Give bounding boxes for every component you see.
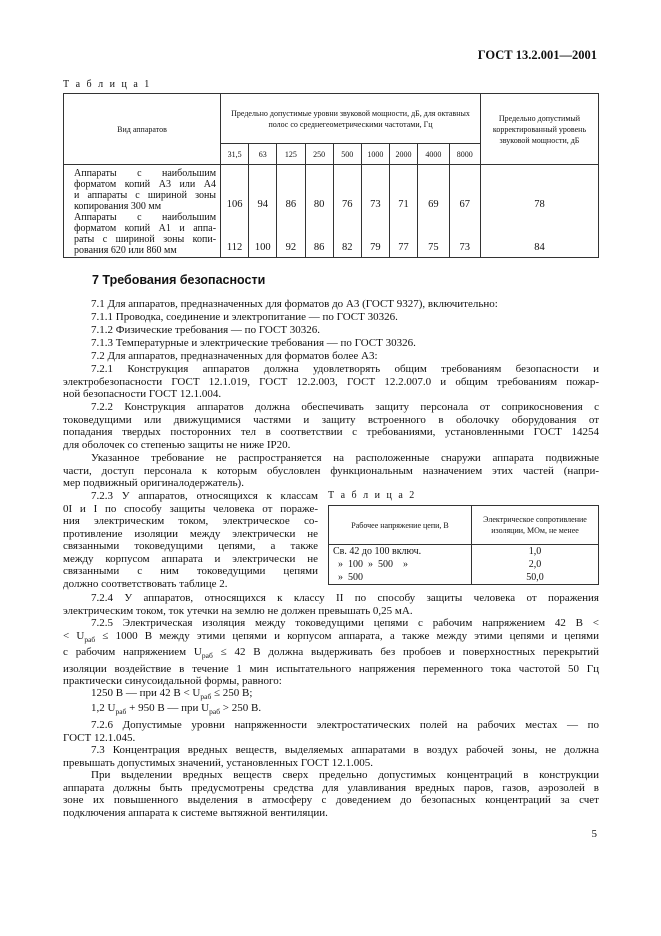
t1-value-cell: 79	[361, 212, 389, 258]
subscript: раб	[84, 634, 96, 644]
text-fragment: 1,2 U	[91, 702, 116, 714]
para-7-2-1	[63, 363, 599, 401]
para-7-2-6	[63, 719, 599, 744]
t2-voltage-cell: Св. 42 до 100 включ.	[329, 545, 472, 559]
text-line: части, доступ персонала к которым обусловлен функциональным назначением этих частей (напри-	[63, 464, 599, 477]
text-line	[63, 630, 599, 647]
t1-header-corrected: Предельно допустимый корректированный уровень звуковой мощности, дБ	[480, 94, 598, 165]
t2-header-resistance: Электрическое сопротивление изоляции, МОм, не менее	[472, 506, 599, 545]
text-line: 7.2.4 У аппаратов, относящихся к классу II по способу защиты человека от поражения	[91, 592, 599, 604]
para-7-3-note	[63, 769, 599, 819]
text-line: и аппараты с шириной зоны	[74, 190, 217, 201]
para-7-2-2	[63, 401, 599, 451]
text-line: рования 620 или 860 мм	[74, 245, 177, 256]
t1-value-cell: 73	[449, 212, 480, 258]
text-line: копирования 300 мм	[74, 201, 162, 212]
t1-value-cell: 82	[333, 212, 361, 258]
para-7-1-1: 7.1.1 Проводка, соединение и электропитание — по ГОСТ 30326.	[91, 311, 398, 323]
t1-value-cell: 112	[221, 212, 249, 258]
text-line	[63, 646, 599, 663]
table-row	[329, 558, 599, 571]
t1-value-cell: 100	[249, 212, 277, 258]
table1-caption: Т а б л и ц а 1	[63, 79, 152, 90]
table-row	[329, 545, 599, 559]
t1-device-cell	[64, 165, 221, 213]
text-line: электрическим током, ток утечки на землю не должен превышать 0,25 мА.	[63, 604, 413, 617]
text-fragment: < U	[63, 629, 85, 642]
t1-value-cell: 86	[305, 212, 333, 258]
text-line: должно соответствовать таблице 2.	[63, 577, 228, 590]
t1-device-cell	[64, 212, 221, 258]
para-7-1: 7.1 Для аппаратов, предназначенных для форматов до А3 (ГОСТ 9327), включительно:	[91, 298, 498, 310]
text-line: 7.2.1 Конструкция аппаратов должна удовлетворять общим требованиям безопасности и	[91, 363, 599, 375]
text-line: противление изоляции между электрически не	[63, 527, 318, 540]
t1-corrected-cell: 78	[480, 165, 598, 213]
text-line: превышать допустимых значений, установленных ГОСТ 12.1.005.	[63, 756, 374, 769]
text-line: 7.2.5 Электрическая изоляция между токоведущими цепями с рабочим напряжением 42 В <	[91, 617, 599, 629]
text-line: 7.2.6 Допустимые уровни напряженности электростатических полей на рабочих местах — по	[91, 719, 599, 731]
text-line: раты с шириной зоны копи-	[74, 234, 217, 245]
t1-header-levels: Предельно допустимые уровни звуковой мощности, дБ, для октавных полос со среднегеометрическими частотами, Гц	[221, 94, 481, 144]
t2-voltage-cell: » 500	[329, 571, 472, 585]
para-note	[63, 452, 599, 490]
text-line: 7.3 Концентрация вредных веществ, выделяемых аппаратами в воздух рабочей зоны, не должна	[91, 744, 599, 756]
formula-2	[91, 702, 491, 719]
t1-freq-cell: 4000	[418, 144, 449, 165]
text-fragment: ≤ 1000 В между этими цепями и корпусом аппарата, а также между этими цепями и цепями	[95, 629, 599, 642]
t2-voltage-cell: » 100 » 500 »	[329, 558, 472, 571]
text-line: между корпусом аппарата и электрически не	[63, 552, 318, 565]
text-line: форматом копий А3 или А4	[74, 179, 217, 190]
t1-freq-cell: 8000	[449, 144, 480, 165]
text-line: связанными токоведущими цепями, а также	[63, 540, 318, 552]
subscript: раб	[201, 651, 213, 661]
text-fragment: 1250 В — при 42 В < U	[91, 687, 201, 699]
text-line: электробезопасности ГОСТ 12.1.019, ГОСТ 12.2.003, ГОСТ 12.2.007.0 и общим требованиям пожар-	[63, 375, 599, 388]
text-line: подключения аппарата к системе вытяжной вентиляции.	[63, 806, 328, 819]
t1-freq-cell: 500	[333, 144, 361, 165]
t2-resistance-cell: 50,0	[472, 571, 599, 585]
table1-noise-levels	[63, 93, 599, 258]
text-fragment: ≤ 250 В;	[211, 687, 253, 699]
t1-value-cell: 73	[361, 165, 389, 213]
subscript: раб	[115, 707, 127, 717]
text-line: аппарата должны быть предусмотрены средства для улавливания вредных паров, газов, аэрозолей в	[63, 781, 599, 794]
text-line: Аппараты с наибольшим	[74, 212, 217, 223]
section-title: 7 Требования безопасности	[92, 273, 266, 287]
subscript: раб	[200, 692, 212, 702]
para-7-3	[63, 744, 599, 769]
para-7-2: 7.2 Для аппаратов, предназначенных для форматов более А3:	[91, 350, 378, 362]
text-line: мер подвижный оригиналодержатель).	[63, 477, 244, 489]
t1-value-cell: 67	[449, 165, 480, 213]
t1-freq-cell: 2000	[389, 144, 417, 165]
t1-freq-cell: 63	[249, 144, 277, 165]
t1-value-cell: 92	[277, 212, 305, 258]
text-line: практически синусоидальной формы, равного:	[63, 675, 282, 688]
para-7-2-3	[63, 490, 318, 590]
t1-freq-cell: 250	[305, 144, 333, 165]
text-line: зоне их повышенного выделения в атмосферу с доведением до безопасных концентраций за счет	[63, 794, 599, 806]
text-line: форматом копий А1 и аппа-	[74, 223, 217, 234]
table2-caption: Т а б л и ц а 2	[328, 490, 417, 501]
t1-corrected-cell: 84	[480, 212, 598, 258]
t1-value-cell: 69	[418, 165, 449, 213]
text-line: изоляции воздействие в течение 1 мин испытательного напряжения переменного тока частотой 50 Гц	[63, 662, 599, 675]
text-line: Аппараты с наибольшим	[74, 168, 217, 179]
t1-value-cell: 86	[277, 165, 305, 213]
text-line: попадания твердых посторонних тел в соответствии с требованиями, установленными ГОСТ 14254	[63, 426, 599, 438]
t2-resistance-cell: 2,0	[472, 558, 599, 571]
t1-freq-cell: 125	[277, 144, 305, 165]
text-line: ГОСТ 12.1.045.	[63, 731, 136, 744]
text-line: 0I и I по способу защиты человека от пораже-	[63, 502, 318, 515]
text-line: 7.2.3 У аппаратов, относящихся к классам	[91, 490, 318, 502]
para-7-2-5	[63, 617, 599, 688]
t1-value-cell: 94	[249, 165, 277, 213]
text-fragment: > 250 В.	[220, 702, 262, 714]
text-fragment: с рабочим напряжением U	[63, 646, 202, 659]
text-line: ния электрическим током, электрическое со-	[63, 515, 318, 527]
text-line: 7.2.2 Конструкция аппаратов должна обеспечивать защиту персонала от соприкосновения с	[91, 401, 599, 413]
table-row	[329, 571, 599, 585]
para-7-2-4	[63, 592, 599, 617]
table-row	[64, 212, 599, 258]
t2-header-voltage: Рабочее напряжение цепи, В	[329, 506, 472, 545]
page-number: 5	[591, 828, 597, 840]
text-fragment: ≤ 42 В должна выдерживать без пробоев и поверхностных перекрытий	[212, 646, 599, 659]
text-fragment: + 950 В — при U	[126, 702, 210, 714]
table-row	[64, 165, 599, 213]
text-line: для оболочек со степенью защиты не ниже IP20.	[63, 438, 291, 451]
t1-value-cell: 75	[418, 212, 449, 258]
text-line: ной безопасности ГОСТ 12.1.004.	[63, 388, 222, 400]
table2-insulation-resistance	[328, 505, 599, 585]
para-7-1-3: 7.1.3 Температурные и электрические требования — по ГОСТ 30326.	[91, 337, 416, 349]
t1-value-cell: 76	[333, 165, 361, 213]
t1-value-cell: 77	[389, 212, 417, 258]
t1-value-cell: 71	[389, 165, 417, 213]
t1-freq-cell: 31,5	[221, 144, 249, 165]
t1-header-device: Вид аппаратов	[64, 94, 221, 165]
document-header: ГОСТ 13.2.001—2001	[477, 48, 597, 62]
text-line: При выделении вредных веществ сверх предельно допустимых концентраций в конструкции	[91, 769, 599, 781]
t1-value-cell: 80	[305, 165, 333, 213]
subscript: раб	[209, 707, 221, 717]
para-7-1-2: 7.1.2 Физические требования — по ГОСТ 30326.	[91, 324, 321, 336]
text-line: Указанное требование не распространяется на расположенные снаружи аппарата подвижные	[91, 452, 599, 464]
text-line: связанными с ним токоведущими цепями	[63, 565, 318, 577]
text-line: токоведущими или движущимися частями и защиту встроенного в оболочку оборудования от	[63, 413, 599, 426]
t1-freq-cell: 1000	[361, 144, 389, 165]
t2-resistance-cell: 1,0	[472, 545, 599, 559]
t1-value-cell: 106	[221, 165, 249, 213]
